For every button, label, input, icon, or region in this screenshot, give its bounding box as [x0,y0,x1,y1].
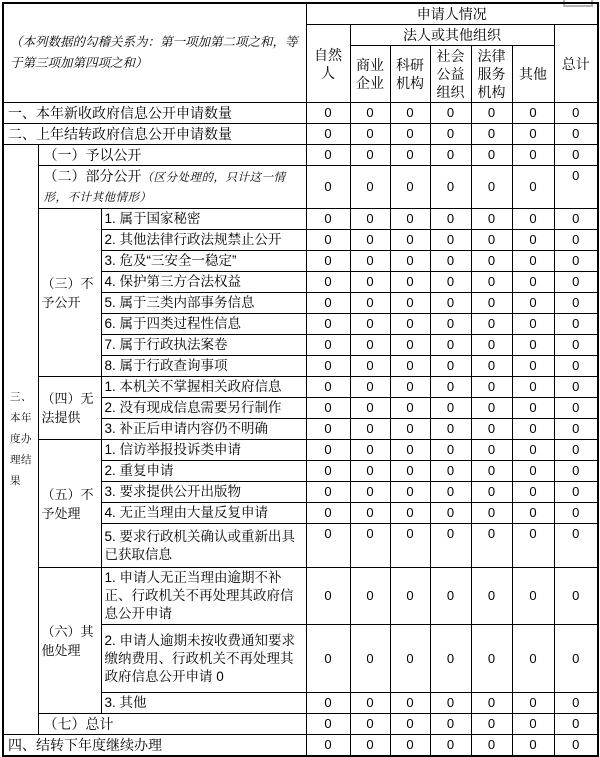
value-cell: 0 [471,293,512,314]
value-cell: 0 [512,293,554,314]
value-cell: 0 [390,293,430,314]
row-label-text: 2. 没有现成信息需要另行制作 [104,400,282,415]
value-cell: 0 [554,524,598,568]
row-label-text: 5. 要求行政机关确认或重新出具已获取信息 [104,528,296,562]
value-cell: 0 [554,419,598,440]
value-cell: 0 [430,356,471,377]
row-label-text: 2. 其他法律行政法规禁止公开 [104,232,282,247]
subsection-label: （六）其他处理 [38,568,101,714]
row-label-text: 8. 属于行政查询事项 [104,358,228,373]
value-cell: 0 [306,356,350,377]
value-cell: 0 [350,625,390,693]
table-row [3,145,598,166]
value-cell: 0 [306,461,350,482]
header-other-org: 其他 [512,46,554,103]
value-cell: 0 [350,251,390,272]
value-cell: 0 [430,377,471,398]
row-label-text: 3. 危及“三安全一稳定” [104,253,237,268]
row-label [3,103,306,124]
value-cell: 0 [512,209,554,230]
value-cell: 0 [471,693,512,714]
value-cell: 0 [390,166,430,209]
value-cell: 0 [306,251,350,272]
value-cell: 0 [512,568,554,625]
value-cell: 0 [390,693,430,714]
table-row [3,209,598,230]
value-cell: 0 [306,166,350,209]
value-cell: 0 [390,272,430,293]
row-label [101,314,306,335]
value-cell: 0 [512,419,554,440]
value-cell: 0 [430,693,471,714]
value-cell: 0 [471,377,512,398]
row-label [101,230,306,251]
value-cell: 0 [306,625,350,693]
value-cell: 0 [390,356,430,377]
row-label [101,440,306,461]
value-cell: 0 [430,251,471,272]
row-label [101,251,306,272]
value-cell: 0 [554,145,598,166]
value-cell: 0 [512,625,554,693]
value-cell: 0 [306,714,350,735]
value-cell: 0 [554,293,598,314]
value-cell: 0 [350,440,390,461]
value-cell: 0 [554,503,598,524]
value-cell: 0 [554,735,598,757]
value-cell: 0 [350,524,390,568]
section-label-vertical: 三、本年度办理结果 [3,145,38,735]
value-cell: 0 [306,314,350,335]
value-cell: 0 [306,272,350,293]
value-cell: 0 [350,314,390,335]
value-cell: 0 [306,398,350,419]
row-label-text: 4. 保护第三方合法权益 [104,274,242,289]
row-label [38,714,306,735]
value-cell: 0 [471,209,512,230]
header-total: 总计 [554,25,598,103]
row-label [3,735,306,757]
value-cell: 0 [306,482,350,503]
value-cell: 0 [471,503,512,524]
row-label [3,124,306,145]
value-cell: 0 [512,314,554,335]
value-cell: 0 [390,145,430,166]
value-cell: 0 [306,293,350,314]
value-cell: 0 [512,103,554,124]
value-cell: 0 [390,419,430,440]
row-label [101,625,306,693]
value-cell: 0 [306,230,350,251]
value-cell: 0 [430,272,471,293]
row-label-text: 二、上年结转政府信息公开申请数量 [8,126,232,142]
value-cell: 0 [512,714,554,735]
reconciliation-note-text: （本列数据的勾稽关系为：第一项加第二项之和，等于第三项加第四项之和） [10,35,298,70]
table-row [3,166,598,209]
value-cell: 0 [350,230,390,251]
subsection-label: （三）不予公开 [38,209,101,377]
row-label [101,293,306,314]
value-cell: 0 [390,377,430,398]
value-cell: 0 [390,568,430,625]
value-cell: 0 [350,293,390,314]
value-cell: 0 [430,625,471,693]
value-cell: 0 [512,693,554,714]
value-cell: 0 [390,461,430,482]
table-row [3,124,598,145]
value-cell: 0 [430,461,471,482]
value-cell: 0 [471,103,512,124]
value-cell: 0 [350,356,390,377]
value-cell: 0 [471,398,512,419]
value-cell: 0 [471,735,512,757]
value-cell: 0 [512,377,554,398]
subsection-label: （四）无法提供 [38,377,101,440]
value-cell: 0 [390,398,430,419]
value-cell: 0 [512,440,554,461]
value-cell: 0 [512,461,554,482]
value-cell: 0 [554,272,598,293]
header-natural-person: 自然人 [306,25,350,103]
value-cell: 0 [350,335,390,356]
value-cell: 0 [390,482,430,503]
row-label-text: 一、本年新收政府信息公开申请数量 [8,105,232,121]
header-social-welfare-org: 社会公益组织 [430,46,471,103]
value-cell: 0 [350,714,390,735]
value-cell: 0 [306,209,350,230]
row-label-text: （一）予以公开 [43,147,142,163]
value-cell: 0 [512,166,554,209]
header-applicant-situation: 申请人情况 [306,3,598,25]
value-cell: 0 [554,356,598,377]
value-cell: 0 [390,714,430,735]
value-cell: 0 [306,377,350,398]
value-cell: 0 [471,419,512,440]
value-cell: 0 [350,398,390,419]
value-cell: 0 [554,166,598,209]
value-cell: 0 [430,103,471,124]
row-label [101,209,306,230]
value-cell: 0 [306,335,350,356]
value-cell: 0 [306,440,350,461]
value-cell: 0 [350,145,390,166]
value-cell: 0 [306,524,350,568]
value-cell: 0 [554,377,598,398]
value-cell: 0 [390,524,430,568]
row-label-text: 2. 申请人逾期未按收费通知要求缴纳费用、行政机关不再处理其政府信息公开申请 0 [104,632,296,684]
value-cell: 0 [350,209,390,230]
value-cell: 0 [430,230,471,251]
value-cell: 0 [512,735,554,757]
row-label [101,272,306,293]
value-cell: 0 [554,693,598,714]
value-cell: 0 [471,625,512,693]
value-cell: 0 [430,419,471,440]
header-org-group: 法人或其他组织 [350,25,554,46]
value-cell: 0 [512,524,554,568]
row-label-text: 6. 属于四类过程性信息 [104,316,242,331]
row-label-text: 3. 要求提供公开出版物 [104,484,242,499]
value-cell: 0 [512,230,554,251]
row-label [38,145,306,166]
table-row [3,568,598,625]
header-legal-service-org: 法律服务机构 [471,46,512,103]
value-cell: 0 [350,419,390,440]
value-cell: 0 [430,145,471,166]
value-cell: 0 [512,272,554,293]
value-cell: 0 [471,356,512,377]
value-cell: 0 [471,714,512,735]
value-cell: 0 [306,103,350,124]
value-cell: 0 [306,568,350,625]
value-cell: 0 [554,714,598,735]
value-cell: 0 [306,693,350,714]
value-cell: 0 [390,314,430,335]
value-cell: 0 [554,230,598,251]
row-label [101,503,306,524]
value-cell: 0 [306,503,350,524]
value-cell: 0 [471,524,512,568]
subsection-label: （五）不予处理 [38,440,101,568]
value-cell: 0 [430,735,471,757]
value-cell: 0 [554,335,598,356]
value-cell: 0 [430,482,471,503]
row-label [101,461,306,482]
row-label-text: 1. 申请人无正当理由逾期不补正、行政机关不再处理其政府信息公开申请 [104,570,294,621]
value-cell: 0 [350,166,390,209]
row-label-text: 4. 无正当理由大量反复申请 [104,505,269,520]
value-cell: 0 [350,735,390,757]
value-cell: 0 [554,103,598,124]
value-cell: 0 [471,461,512,482]
table-row [3,735,598,757]
row-label [101,377,306,398]
row-label-text: 3. 补正后申请内容仍不明确 [104,421,269,436]
row-label [101,356,306,377]
value-cell: 0 [430,440,471,461]
row-label [101,419,306,440]
row-label-text: 2. 重复申请 [104,463,174,478]
disclosure-report-table [2,2,599,757]
value-cell: 0 [430,398,471,419]
value-cell: 0 [471,272,512,293]
value-cell: 0 [390,735,430,757]
value-cell: 0 [554,124,598,145]
table-row [3,377,598,398]
value-cell: 0 [554,251,598,272]
value-cell: 0 [471,251,512,272]
value-cell: 0 [306,145,350,166]
row-label [101,482,306,503]
value-cell: 0 [471,230,512,251]
value-cell: 0 [350,482,390,503]
value-cell: 0 [471,482,512,503]
row-label-text: 7. 属于行政执法案卷 [104,337,228,352]
value-cell: 0 [430,124,471,145]
row-label [38,166,306,209]
value-cell: 0 [554,625,598,693]
header-research-institution: 科研机构 [390,46,430,103]
value-cell: 0 [512,398,554,419]
value-cell: 0 [512,124,554,145]
value-cell: 0 [471,166,512,209]
value-cell: 0 [430,335,471,356]
row-label-note: （区分处理的，只计这一情形，不计其他情形） [43,172,286,204]
table-row [3,714,598,735]
value-cell: 0 [512,503,554,524]
value-cell: 0 [512,335,554,356]
row-label [101,335,306,356]
table-body [3,103,598,757]
value-cell: 0 [554,482,598,503]
value-cell: 0 [430,503,471,524]
value-cell: 0 [554,209,598,230]
value-cell: 0 [350,124,390,145]
value-cell: 0 [306,419,350,440]
value-cell: 0 [471,145,512,166]
row-label [101,568,306,625]
row-label-text: 3. 其他 [104,695,147,710]
value-cell: 0 [350,103,390,124]
value-cell: 0 [390,440,430,461]
reconciliation-note-cell [3,3,306,103]
value-cell: 0 [430,166,471,209]
value-cell: 0 [430,293,471,314]
value-cell: 0 [350,503,390,524]
row-label-text: 5. 属于三类内部事务信息 [104,295,255,310]
value-cell: 0 [430,209,471,230]
value-cell: 0 [390,251,430,272]
value-cell: 0 [430,524,471,568]
row-label-text: 四、结转下年度继续办理 [8,737,162,753]
value-cell: 0 [390,625,430,693]
value-cell: 0 [471,124,512,145]
value-cell: 0 [390,503,430,524]
value-cell: 0 [350,272,390,293]
value-cell: 0 [512,145,554,166]
row-label-text: 1. 属于国家秘密 [104,211,201,226]
value-cell: 0 [390,209,430,230]
value-cell: 0 [471,568,512,625]
value-cell: 0 [390,230,430,251]
header-commercial-enterprise: 商业企业 [350,46,390,103]
value-cell: 0 [554,568,598,625]
value-cell: 0 [350,568,390,625]
value-cell: 0 [350,693,390,714]
value-cell: 0 [430,314,471,335]
row-label-text: （七）总计 [43,716,114,732]
value-cell: 0 [430,714,471,735]
value-cell: 0 [350,377,390,398]
value-cell: 0 [430,568,471,625]
row-label-text: （二）部分公开 [43,168,142,184]
row-label-text: 1. 本机关不掌握相关政府信息 [104,379,282,394]
value-cell: 0 [554,398,598,419]
table-row [3,3,598,25]
value-cell: 0 [554,440,598,461]
value-cell: 0 [554,461,598,482]
table-header [3,3,598,103]
table-row [3,103,598,124]
value-cell: 0 [471,440,512,461]
value-cell: 0 [306,124,350,145]
value-cell: 0 [390,335,430,356]
row-label-text: 1. 信访举报投诉类申请 [104,442,242,457]
table-row [3,440,598,461]
row-label [101,524,306,568]
value-cell: 0 [471,314,512,335]
row-label [101,398,306,419]
value-cell: 0 [390,103,430,124]
value-cell: 0 [471,335,512,356]
value-cell: 0 [390,124,430,145]
value-cell: 0 [512,482,554,503]
value-cell: 0 [306,735,350,757]
value-cell: 0 [350,461,390,482]
row-label [101,693,306,714]
value-cell: 0 [512,356,554,377]
value-cell: 0 [554,314,598,335]
value-cell: 0 [512,251,554,272]
